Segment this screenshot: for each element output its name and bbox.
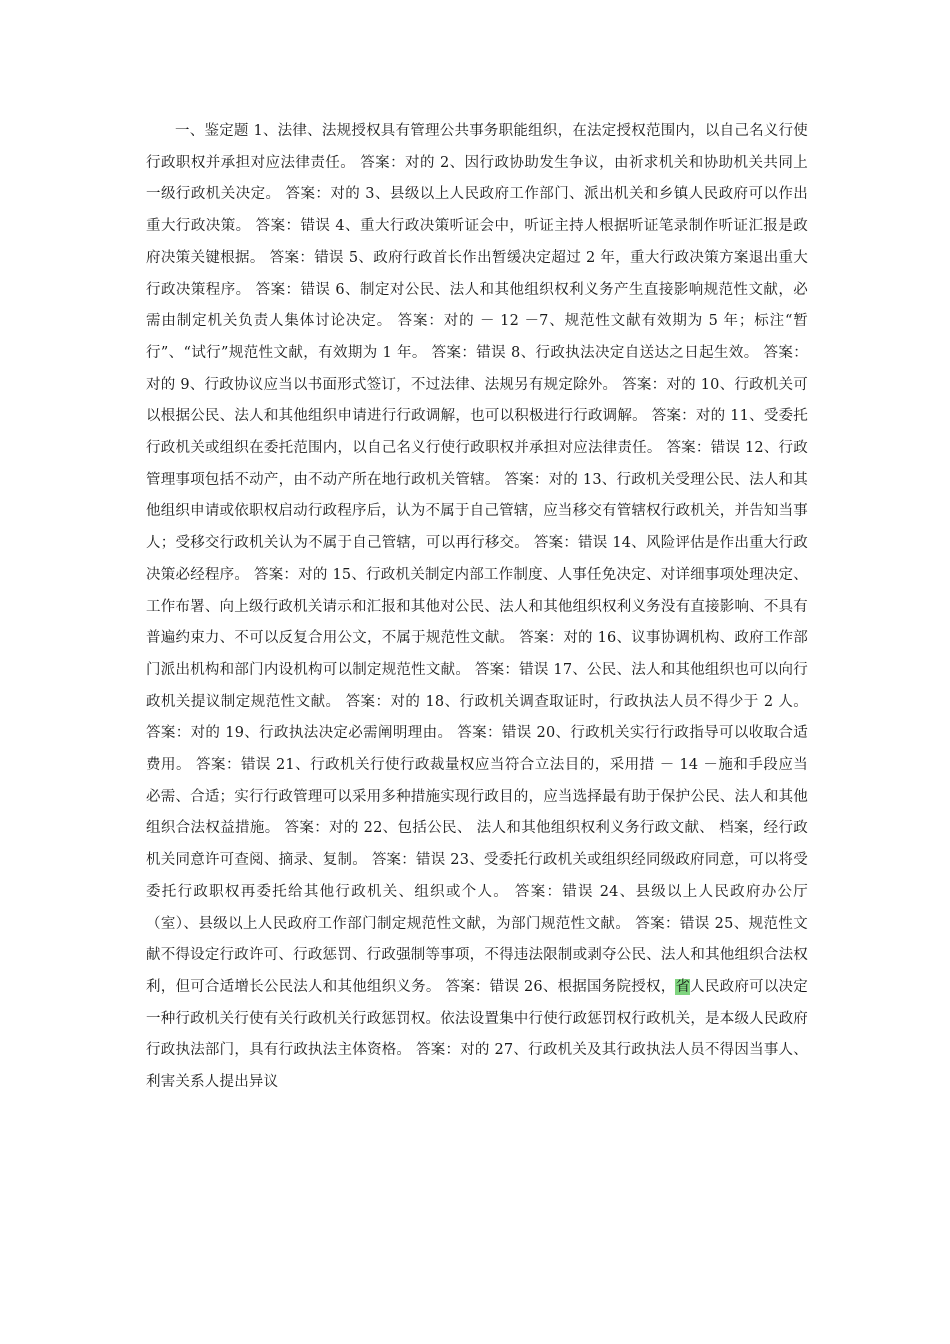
document-body-text — [146, 116, 808, 1099]
body-text-after-highlight: 人民政府可以决定一种行政机关行使有关行政机关行政惩罚权。依法设置集中行使行政惩罚权行政机关，是本级人民政府行政执法部门，具有行政执法主体资格。 答案：对的 27、行政机关及其行政执法人员不得因当事人、利害关系人提出异议 — [146, 978, 808, 1091]
body-text-before-highlight: 一、鉴定题 1、法律、法规授权具有管理公共事务职能组织，在法定授权范围内，以自己名义行使行政职权并承担对应法律责任。 答案：对的 2、因行政协助发生争议，由祈求机关和协助机关共同上一级行政机关决定。 答案：对的 3、县级以上人民政府工作部门、派出机关和乡镇人民政府可以作出重大行政决策。 答案：错误 4、重大行政决策听证会中，听证主持人根据听证笔录制作听证汇报是政府决策关键根据。 答案：错误 5、政府行政首长作出暂缓决定超过 2 年，重大行政决策方案退出重大行政决策程序。 答案：错误 6、制定对公民、法人和其他组织权利义务产生直接影响规范性文献，必需由制定机关负责人集体讨论决定。 答案：对的 － 12 －7、规范性文献有效期为 5 年；标注“暂行”、“试行”规范性文献，有效期为 1 年。 答案：错误 8、行政执法决定自送达之日起生效。 答案：对的 9、行政协议应当以书面形式签订，不过法律、法规另有规定除外。 答案：对的 10、行政机关可以根据公民、法人和其他组织申请进行行政调解，也可以积极进行行政调解。 答案：对的 11、受委托行政机关或组织在委托范围内，以自己名义行使行政职权并承担对应法律责任。 答案：错误 12、行政管理事项包括不动产，由不动产所在地行政机关管辖。 答案：对的 13、行政机关受理公民、法人和其他组织申请或依职权启动行政程序后，认为不属于自己管辖，应当移交有管辖权行政机关，并告知当事人；受移交行政机关认为不属于自己管辖，可以再行移交。 答案：错误 14、风险评估是作出重大行政决策必经程序。 答案：对的 15、行政机关制定内部工作制度、人事任免决定、对详细事项处理决定、工作布署、向上级行政机关请示和汇报和其他对公民、法人和其他组织权利义务没有直接影响、不具有普遍约束力、不可以反复合用公文，不属于规范性文献。 答案：对的 16、议事协调机构、政府工作部门派出机构和部门内设机构可以制定规范性文献。 答案：错误 17、公民、法人和其他组织也可以向行政机关提议制定规范性文献。 答案：对的 18、行政机关调查取证时，行政执法人员不得少于 2 人。 答案：对的 19、行政执法决定必需阐明理由。 答案：错误 20、行政机关实行行政指导可以收取合适费用。 答案：错误 21、行政机关行使行政裁量权应当符合立法目的，采用措 － 14 －施和手段应当必需、合适；实行行政管理可以采用多种措施实现行政目的，应当选择最有助于保护公民、法人和其他组织合法权益措施。 答案：对的 22、包括公民、 法人和其他组织权利义务行政文献、 档案，经行政机关同意许可查阅、摘录、复制。 答案：错误 23、受委托行政机关或组织经同级政府同意，可以将受委托行政职权再委托给其他行政机关、组织或个人。 答案：错误 24、县级以上人民政府办公厅（室）、县级以上人民政府工作部门制定规范性文献，为部门规范性文献。 答案：错误 25、规范性文献不得设定行政许可、行政惩罚、行政强制等事项，不得违法限制或剥夺公民、法人和其他组织合法权利，但可合适增长公民法人和其他组织义务。 答案：错误 26、根据国务院授权， — [146, 123, 808, 995]
highlighted-word: 省 — [675, 978, 691, 995]
